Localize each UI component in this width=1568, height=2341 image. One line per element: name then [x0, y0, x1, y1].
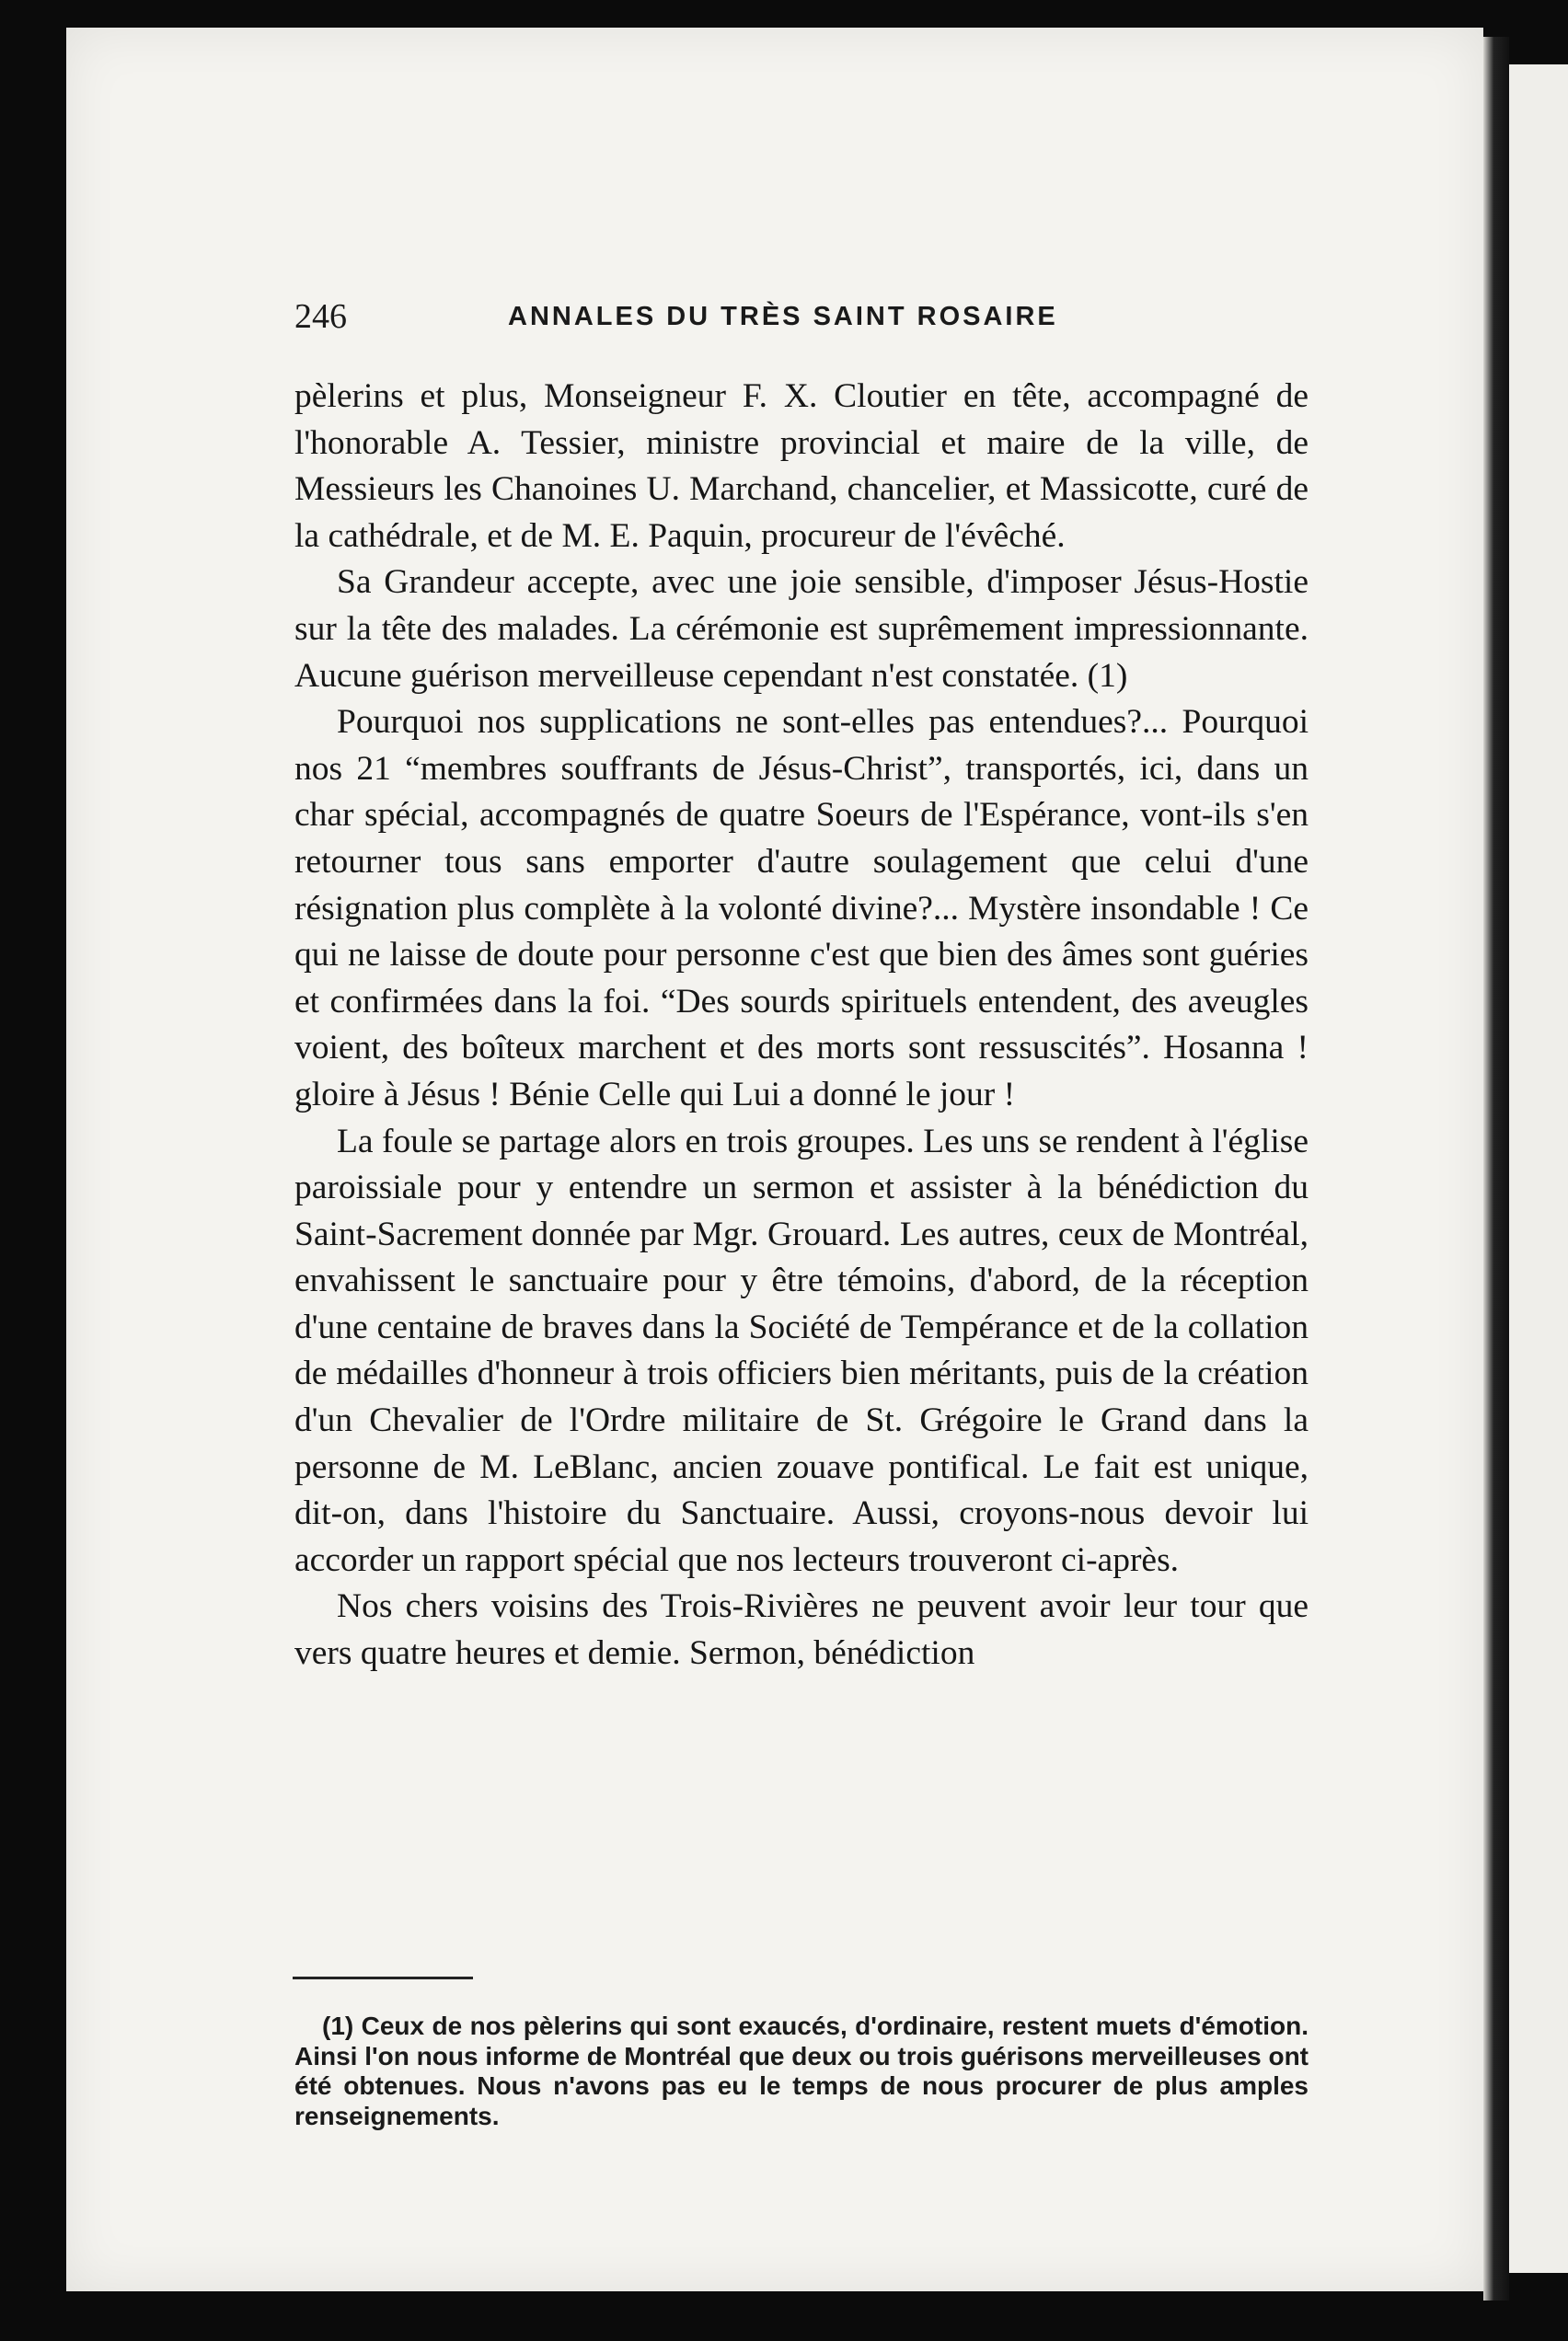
book-gutter: [1483, 37, 1509, 2301]
footnote-text: (1) Ceux de nos pèlerins qui sont exaucés, d'ordinaire, restent muets d'émotion. Ainsi l'on nous informe de Montréal que deux ou trois guérisons merveilleuses ont été obtenues. Nous n'avons pas eu le temps de nous procurer de plus amples renseignements.: [294, 2012, 1309, 2130]
paragraph-3: Pourquoi nos supplications ne sont-elles pas entendues?... Pourquoi nos 21 “membres souffrants de Jésus-Christ”, transportés, ici, dans un char spécial, accompagnés de quatre Soeurs de l'Espérance, vont-ils s'en retourner tous sans emporter d'autre soulagement que celui d'une résignation plus complète à la volonté divine?... Mystère insondable ! Ce qui ne laisse de doute pour personne c'est que bien des âmes sont guéries et confirmées dans la foi. “Des sourds spirituels entendent, des aveugles voient, des boîteux marchent et des morts sont ressuscités”. Hosanna ! gloire à Jésus ! Bénie Celle qui Lui a donné le jour !: [294, 703, 1309, 1113]
running-head: ANNALES DU TRÈS SAINT ROSAIRE: [508, 302, 1058, 331]
paragraph-5: Nos chers voisins des Trois-Rivières ne peuvent avoir leur tour que vers quatre heures et demie. Sermon, bénédiction: [294, 1587, 1309, 1673]
paragraph-4: La foule se partage alors en trois groupes. Les uns se rendent à l'église paroissiale pour y entendre un sermon et assister à la bénédiction du Saint-Sacrement donnée par Mgr. Grouard. Les autres, ceux de Montréal, envahissent le sanctuaire pour y être témoins, d'abord, de la réception d'une centaine de braves dans la Société de Tempérance et de la collation de médailles d'honneur à trois officiers bien méritants, puis de la création d'un Chevalier de l'Ordre militaire de St. Grégoire le Grand dans la personne de M. LeBlanc, ancien zouave pontifical. Le fait est unique, dit-on, dans l'histoire du Sanctuaire. Aussi, croyons-nous devoir lui accorder un rapport spécial que nos lecteurs trouveront ci-après.: [294, 1122, 1309, 1579]
page-number: 246: [294, 297, 347, 336]
body-text: [294, 374, 1309, 1678]
page-header: [294, 296, 1309, 342]
adjacent-page-edge: [1509, 64, 1568, 2273]
paragraph-2: Sa Grandeur accepte, avec une joie sensible, d'imposer Jésus-Hostie sur la tête des malades. La cérémonie est suprêmement impressionnante. Aucune guérison merveilleuse cependant n'est constatée. (1): [294, 563, 1309, 695]
footnote-rule: [293, 1977, 473, 1979]
footnote: [294, 2012, 1309, 2131]
paragraph-1: pèlerins et plus, Monseigneur F. X. Cloutier en tête, accompagné de l'honorable A. Tessier, ministre provincial et maire de la ville, de Messieurs les Chanoines U. Marchand, chancelier, et Massicotte, curé de la cathédrale, et de M. E. Paquin, procureur de l'évêché.: [294, 377, 1309, 555]
